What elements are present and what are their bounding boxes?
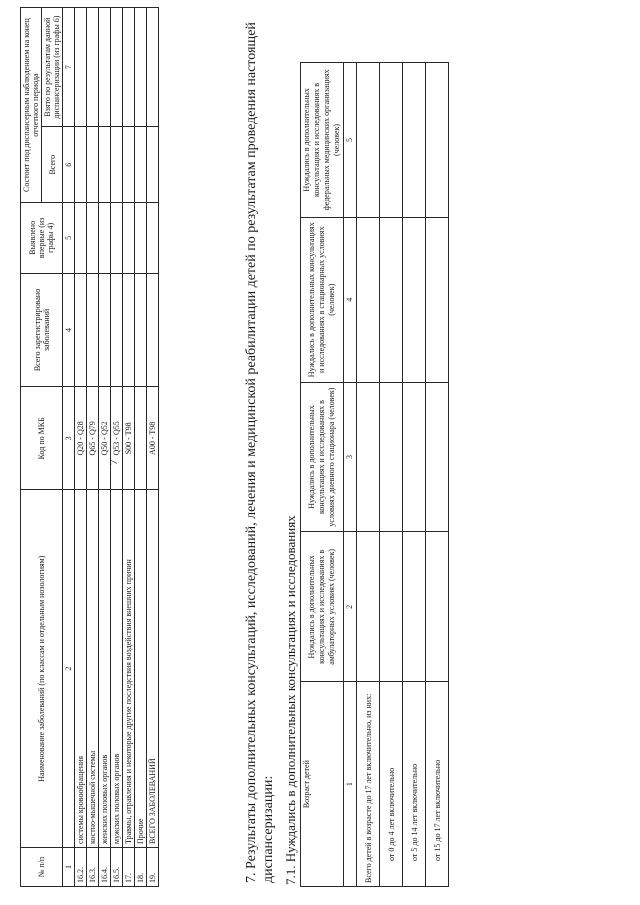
cell-empty: [111, 127, 123, 203]
cell-empty: [123, 127, 135, 203]
cell-empty: [135, 8, 147, 127]
row-code: [135, 387, 147, 490]
row-code: Q50 - Q52: [99, 387, 111, 490]
cell-empty: [99, 273, 111, 387]
row-num: 17.: [123, 847, 135, 886]
cell-empty: [147, 127, 159, 203]
col-number: 6: [63, 127, 75, 203]
row-name: костно-мышечной системы: [87, 490, 99, 848]
cell-empty: [426, 63, 449, 218]
cell-empty: [357, 532, 380, 682]
cell-empty: [135, 127, 147, 203]
row-label: от 0 до 4 лет включительно: [380, 682, 403, 887]
col-number: 3: [63, 387, 75, 490]
col-number: 1: [63, 847, 75, 886]
table-row: [75, 8, 87, 887]
cell-empty: [123, 8, 135, 127]
cell-empty: [380, 217, 403, 382]
cell-empty: [426, 532, 449, 682]
cell-empty: [111, 8, 123, 127]
row-num: 16.2.: [75, 847, 87, 886]
cell-empty: [123, 203, 135, 273]
cell-empty: [75, 273, 87, 387]
header-inpatient: Нуждались в дополнительных консультациях и исследованиях в стационарных условиях (человек): [301, 217, 344, 382]
cell-empty: [426, 217, 449, 382]
col-number: 2: [63, 490, 75, 848]
cell-empty: [87, 273, 99, 387]
cell-empty: [357, 63, 380, 218]
table-row: [380, 63, 403, 887]
row-label: Всего детей в возрасте до 17 лет включительно, из них:: [357, 682, 380, 887]
header-disp-taken: Взято по результатам данной диспансеризации (из графы 6): [42, 8, 63, 127]
table-row: [99, 8, 111, 887]
row-name: системы кровообращения: [75, 490, 87, 848]
section-7-title: 7. Результаты дополнительных консультаций, исследований, лечения и медицинской реабилитации детей по результатам проведения настоящей диспансеризации:: [244, 22, 276, 883]
row-name: ВСЕГО ЗАБОЛЕВАНИЙ: [147, 490, 159, 848]
cell-empty: [99, 203, 111, 273]
table-row: [135, 8, 147, 887]
row-code: Q53 - Q55: [111, 387, 123, 490]
row-name: Прочие: [135, 490, 147, 848]
col-number: 7: [63, 8, 75, 127]
row-num: 16.5.: [111, 847, 123, 886]
cell-empty: [135, 203, 147, 273]
table-row: [123, 8, 135, 887]
cell-empty: [75, 203, 87, 273]
header-day-hospital: Нуждались в дополнительных консультациях и исследованиях в условиях дневного стационара (человек): [301, 382, 344, 532]
cell-empty: [426, 382, 449, 532]
row-code: Q65 - Q79: [87, 387, 99, 490]
table-row: [426, 63, 449, 887]
header-num: № п/п: [21, 847, 63, 886]
col-number: 2: [344, 532, 357, 682]
col-number: 1: [344, 682, 357, 887]
table-row: [111, 8, 123, 887]
header-federal: Нуждались в дополнительных консультациях и исследованиях в федеральных медицинских организациях (человек): [301, 63, 344, 218]
cell-empty: [357, 217, 380, 382]
header-outpatient: Нуждались в дополнительных консультациях и исследованиях в амбулаторных условиях (человек): [301, 532, 344, 682]
consultations-table: [300, 62, 449, 887]
diseases-table: [20, 7, 159, 887]
cell-empty: [403, 217, 426, 382]
cell-empty: [111, 203, 123, 273]
row-code: S00 - T98: [123, 387, 135, 490]
cell-empty: [75, 8, 87, 127]
row-num: 19.: [147, 847, 159, 886]
col-number: 4: [63, 273, 75, 387]
cell-empty: [147, 203, 159, 273]
cell-empty: [75, 127, 87, 203]
header-total-registered: Всего зарегистрировано заболеваний: [21, 273, 63, 387]
cell-empty: [147, 273, 159, 387]
row-code: Q20 - Q28: [75, 387, 87, 490]
cell-empty: [403, 63, 426, 218]
header-disp-total: Всего: [42, 127, 63, 203]
col-number: 4: [344, 217, 357, 382]
table-row: [147, 8, 159, 887]
cell-empty: [403, 532, 426, 682]
col-number: 3: [344, 382, 357, 532]
cell-empty: [147, 8, 159, 127]
cell-empty: [99, 127, 111, 203]
row-label: от 15 до 17 лет включительно: [426, 682, 449, 887]
cell-empty: [87, 203, 99, 273]
col-number: 5: [344, 63, 357, 218]
row-num: 18.: [135, 847, 147, 886]
header-code: Код по МКБ: [21, 387, 63, 490]
cell-empty: [380, 382, 403, 532]
row-code: A00 - T98: [147, 387, 159, 490]
header-name: Наименование заболеваний (по классам и отдельным нозологиям): [21, 490, 63, 848]
row-name: мужских половых органов: [111, 490, 123, 848]
row-num: 16.3.: [87, 847, 99, 886]
cell-empty: [380, 63, 403, 218]
cell-empty: [357, 382, 380, 532]
page-number: 7: [108, 459, 120, 465]
col-number: 5: [63, 203, 75, 273]
row-name: Травмы, отравления и некоторые другие последствия воздействия внешних причин: [123, 490, 135, 848]
table-row: [87, 8, 99, 887]
cell-empty: [403, 382, 426, 532]
cell-empty: [123, 273, 135, 387]
cell-empty: [99, 8, 111, 127]
row-name: женских половых органов: [99, 490, 111, 848]
header-first-detected: Выявлено впервые (из графы 4): [21, 203, 63, 273]
table-row: [357, 63, 380, 887]
header-dispensary: Состоит под диспансерным наблюдением на конец отчетного периода: [21, 8, 42, 203]
cell-empty: [87, 127, 99, 203]
table-row: [403, 63, 426, 887]
section-7-1-title: 7.1. Нуждались в дополнительных консультациях и исследованиях: [283, 515, 298, 885]
cell-empty: [135, 273, 147, 387]
cell-empty: [87, 8, 99, 127]
row-label: от 5 до 14 лет включительно: [403, 682, 426, 887]
header-age: Возраст детей: [301, 682, 344, 887]
row-num: 16.4.: [99, 847, 111, 886]
cell-empty: [111, 273, 123, 387]
cell-empty: [380, 532, 403, 682]
